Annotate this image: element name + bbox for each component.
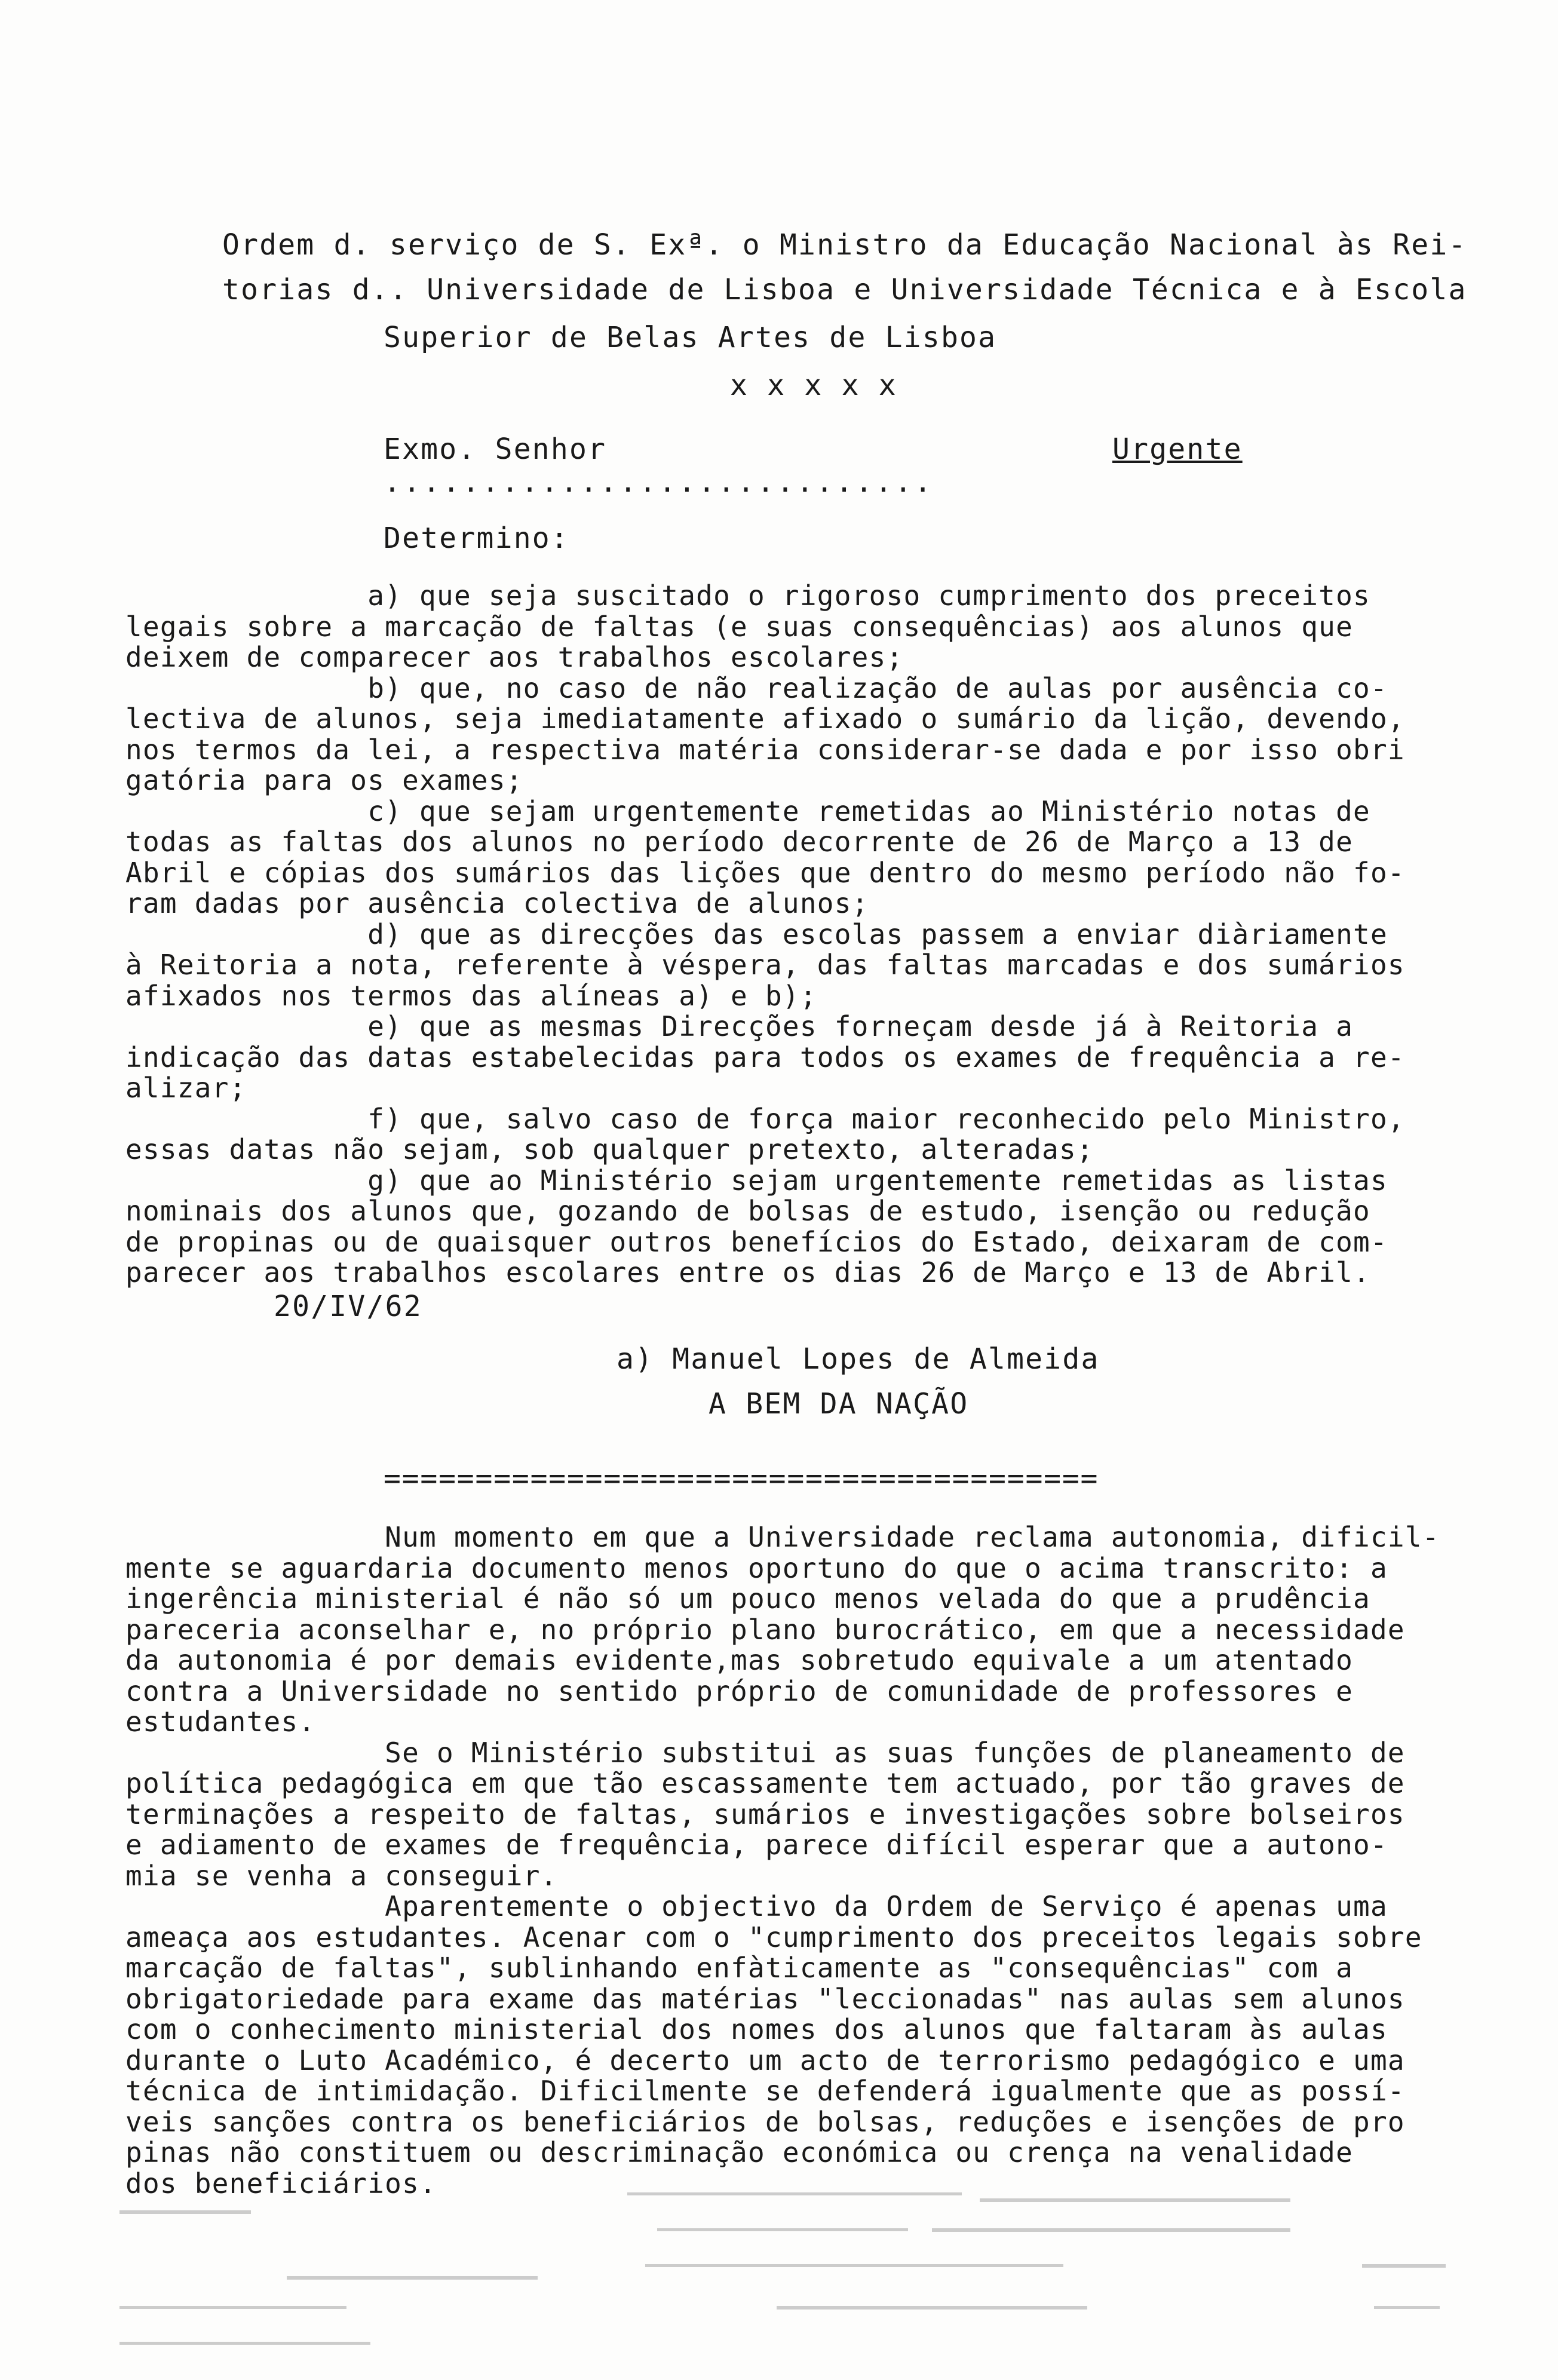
- commentary-line: da autonomia é por demais evidente,mas sobretudo equivale a um atentado: [125, 1644, 1354, 1676]
- commentary-text: [125, 1522, 1499, 2199]
- signature-motto: A BEM DA NAÇÃO: [709, 1387, 969, 1421]
- item-line: f) que, salvo caso de força maior reconhecido pelo Ministro,: [125, 1102, 1405, 1135]
- commentary-line: com o conhecimento ministerial dos nomes dos alunos que faltaram às aulas: [125, 2013, 1388, 2045]
- commentary-line: mente se aguardaria documento menos oportuno do que o acima transcrito: a: [125, 1551, 1388, 1584]
- commentary-line: terminações a respeito de faltas, sumários e investigações sobre bolseiros: [125, 1798, 1405, 1830]
- item-line: a) que seja suscitado o rigoroso cumprimento dos preceitos: [125, 579, 1370, 612]
- commentary-line: estudantes.: [125, 1706, 316, 1738]
- addressee-dots: ............................: [384, 465, 934, 499]
- item-line: à Reitoria a nota, referente à véspera, das faltas marcadas e dos sumários: [125, 949, 1405, 981]
- item-line: nominais dos alunos que, gozando de bolsas de estudo, isenção ou redução: [125, 1195, 1370, 1227]
- salutation: Exmo. Senhor: [384, 433, 607, 466]
- commentary-line: pinas não constituem ou descriminação económica ou crença na venalidade: [125, 2136, 1354, 2169]
- commentary-line: obrigatoriedade para exame das matérias "leccionadas" nas aulas sem alunos: [125, 1982, 1405, 2015]
- item-line: afixados nos termos das alíneas a) e b);: [125, 979, 817, 1012]
- determination-items: [125, 581, 1499, 1289]
- item-line: nos termos da lei, a respectiva matéria considerar-se dada e por isso obri: [125, 733, 1405, 766]
- item-line: deixem de comparecer aos trabalhos escolares;: [125, 641, 904, 673]
- item-line: parecer aos trabalhos escolares entre os dias 26 de Março e 13 de Abril.: [125, 1256, 1370, 1289]
- commentary-line: ameaça aos estudantes. Acenar com o "cumprimento dos preceitos legais sobre: [125, 1921, 1422, 1953]
- commentary-line: e adiamento de exames de frequência, parece difícil esperar que a autono-: [125, 1829, 1388, 1861]
- item-line: legais sobre a marcação de faltas (e suas consequências) aos alunos que: [125, 610, 1354, 643]
- signature-name: a) Manuel Lopes de Almeida: [617, 1342, 1100, 1376]
- commentary-line: veis sanções contra os beneficiários de bolsas, reduções e isenções de pro: [125, 2105, 1405, 2138]
- item-line: gatória para os exames;: [125, 764, 523, 796]
- commentary-line: contra a Universidade no sentido próprio de comunidade de professores e: [125, 1674, 1354, 1707]
- commentary-line: dos beneficiários.: [125, 2167, 437, 2200]
- item-line: d) que as direcções das escolas passem a enviar diàriamente: [125, 918, 1388, 950]
- item-line: c) que sejam urgentemente remetidas ao Ministério notas de: [125, 795, 1370, 827]
- item-line: b) que, no caso de não realização de aulas por ausência co-: [125, 671, 1388, 704]
- commentary-line: durante o Luto Académico, é decerto um acto de terrorismo pedagógico e uma: [125, 2044, 1405, 2077]
- commentary-line: técnica de intimidação. Dificilmente se defenderá igualmente que as possí-: [125, 2075, 1405, 2107]
- header-line-2: torias d.. Universidade de Lisboa e Universidade Técnica e à Escola: [222, 273, 1467, 306]
- item-line: de propinas ou de quaisquer outros benefícios do Estado, deixaram de com-: [125, 1225, 1388, 1258]
- header-line-1: Ordem d. serviço de S. Exª. o Ministro da Educação Nacional às Rei-: [222, 228, 1467, 262]
- item-line: todas as faltas dos alunos no período decorrente de 26 de Março a 13 de: [125, 826, 1354, 858]
- header-line-3: Superior de Belas Artes de Lisboa: [384, 321, 997, 354]
- commentary-line: Se o Ministério substitui as suas funções de planeamento de: [125, 1736, 1405, 1769]
- section-divider: =======================================: [384, 1462, 1099, 1495]
- header-separator: x x x x x: [730, 369, 897, 402]
- item-line: alizar;: [125, 1072, 247, 1104]
- item-line: essas datas não sejam, sob qualquer pretexto, alteradas;: [125, 1133, 1094, 1166]
- commentary-line: ingerência ministerial é não só um pouco menos velada do que a prudência: [125, 1582, 1370, 1615]
- item-line: e) que as mesmas Direcções forneçam desde já à Reitoria a: [125, 1010, 1354, 1042]
- item-line: indicação das datas estabelecidas para todos os exames de frequência a re-: [125, 1041, 1405, 1074]
- commentary-line: Num momento em que a Universidade reclama autonomia, dificil-: [125, 1521, 1440, 1553]
- item-line: g) que ao Ministério sejam urgentemente remetidas as listas: [125, 1164, 1388, 1197]
- commentary-line: pareceria aconselhar e, no próprio plano burocrático, em que a necessidade: [125, 1613, 1405, 1646]
- urgent-label: Urgente: [1112, 433, 1243, 466]
- commentary-line: política pedagógica em que tão escassamente tem actuado, por tão graves de: [125, 1767, 1405, 1799]
- item-line: lectiva de alunos, seja imediatamente afixado o sumário da lição, devendo,: [125, 703, 1405, 735]
- item-line: ram dadas por ausência colectiva de alunos;: [125, 887, 869, 919]
- commentary-line: Aparentemente o objectivo da Ordem de Serviço é apenas uma: [125, 1890, 1388, 1922]
- document-date: 20/IV/62: [274, 1290, 422, 1323]
- commentary-line: mia se venha a conseguir.: [125, 1859, 558, 1892]
- item-line: Abril e cópias dos sumários das lições que dentro do mesmo período não fo-: [125, 856, 1405, 889]
- commentary-line: marcação de faltas", sublinhando enfàticamente as "consequências" com a: [125, 1952, 1354, 1984]
- determino-label: Determino:: [384, 522, 569, 555]
- bleed-through-noise: [0, 2186, 1558, 2366]
